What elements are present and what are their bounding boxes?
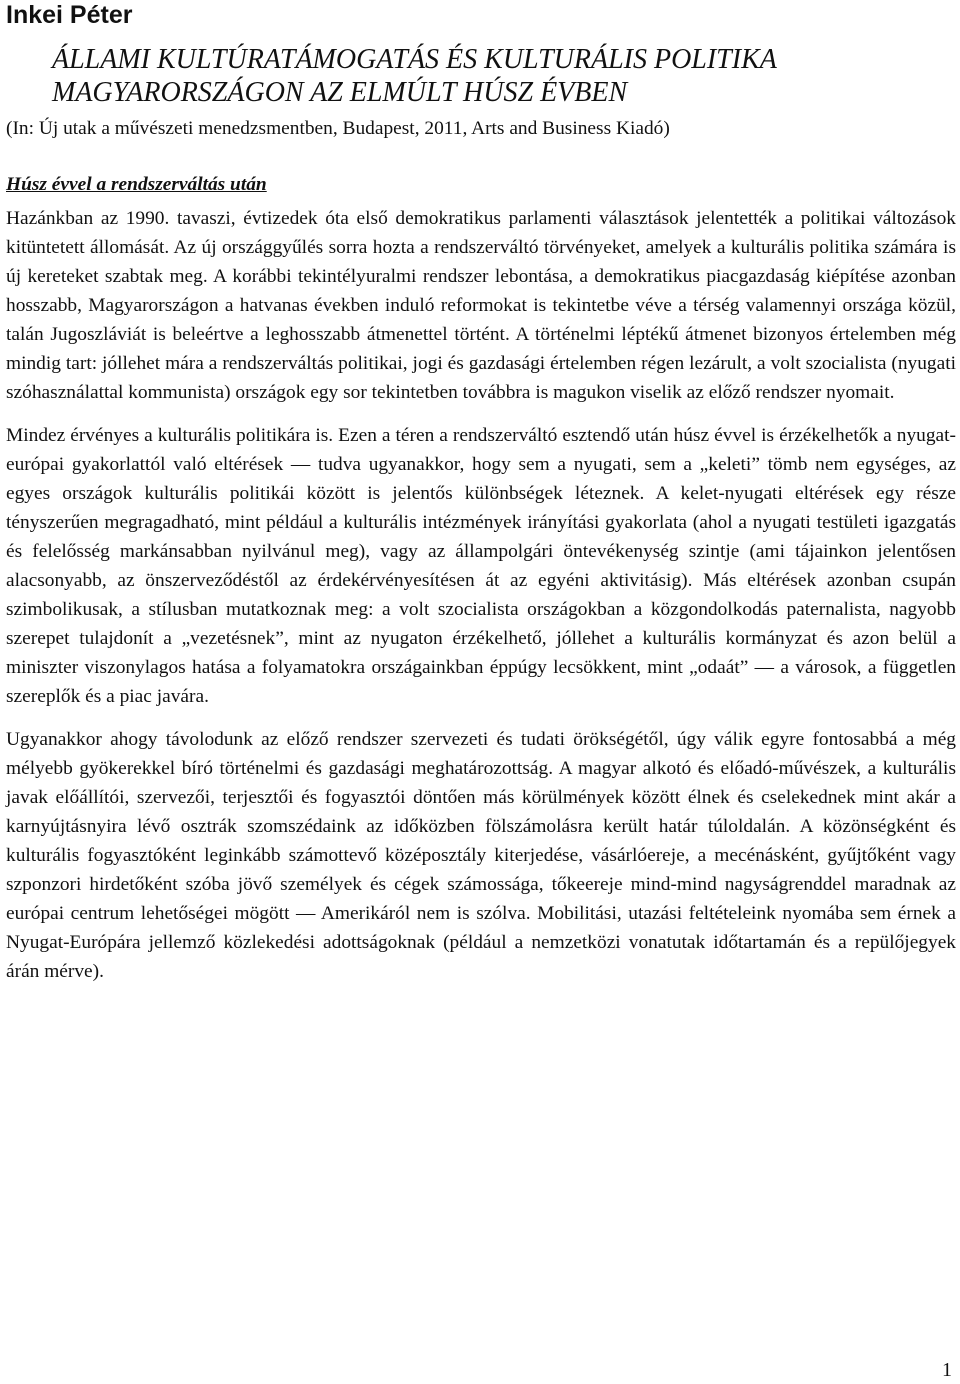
author-name: Inkei Péter <box>6 1 133 29</box>
paragraph-2: Mindez érvényes a kulturális politikára is. Ezen a téren a rendszerváltó esztendő után húsz évvel is érzékelhetők a nyugat-európai gyakorlattól való eltérések — tudva ugyanakkor, hogy sem a nyugati, sem a „keleti” tömb nem egységes, az egyes országok kulturális politikái között is jelentős különbségek léteznek. A kelet-nyugati eltérések egy része tényszerűen megragadható, mint például a kulturális intézmények irányítási gyakorlata (ahol a nyugati testületi igazgatás és felelősség markánsabban nyilvánul meg), vagy az állampolgári öntevékenység szintje (ami tájainkon jelentősen alacsonyabb, az önszerveződéstől az érdekérvényesítésen át az egyéni aktivitásig). Más eltérések azonban csupán szimbolikusak, a stílusban mutatkoznak meg: a volt szocialista országokban a közgondolkodás paternalista, nagyobb szerepet tulajdonít a „vezetésnek”, mint az nyugaton érzékelhető, jóllehet a kulturális kormányzat és azon belül a miniszter viszonylagos hatása a folyamatokra országainkban éppúgy lecsökkent, mint „odaát” — a városok, a független szereplők és a piac javára. <box>6 425 956 707</box>
paragraph-3: Ugyanakkor ahogy távolodunk az előző rendszer szervezeti és tudati örökségétől, úgy válik egyre fontosabbá a még mélyebb gyökerekkel bíró történelmi és gazdasági meghatározottság. A magyar alkotó és előadó-művészek, a kulturális javak előállítói, szervezői, terjesztői és fogyasztói döntően más körülmények között élnek és cselekednek mint akár a karnyújtásnyira lévő osztrák szomszédaink az időközben fölszámolásra került határ túloldalán. A közönségként és kulturális fogyasztóként leginkább számottevő középosztály kiterjedése, vásárlóereje, a mecénásként, gyűjtőként vagy szponzori hirdetőként szóba jövő személyek és cégek számossága, tőkeereje mind-mind nagyságrenddel maradnak az európai centrum lehetőségei mögött — Amerikáról nem is szólva. Mobilitási, utazási feltételeink nyomába sem érnek a Nyugat-Európára jellemző közlekedési adottságoknak (például a nemzetközi vonatutak időtartamán és a repülőjegyek árán mérve). <box>6 729 956 982</box>
document-title <box>52 43 956 109</box>
title-line-1: ÁLLAMI KULTÚRATÁMOGATÁS ÉS KULTURÁLIS POLITIKA <box>52 44 777 75</box>
document-page <box>6 0 956 986</box>
page-number: 1 <box>942 1359 952 1381</box>
section-heading: Húsz évvel a rendszerváltás után <box>6 174 267 195</box>
source-citation: (In: Új utak a művészeti menedzsmentben, Budapest, 2011, Arts and Business Kiadó) <box>6 118 670 139</box>
paragraph-1: Hazánkban az 1990. tavaszi, évtizedek óta első demokratikus parlamenti választások jelentették a politikai változások kitüntetett állomását. Az új országgyűlés sorra hozta a rendszerváltó törvényeket, amelyek a kulturális politika számára is új kereteket szabtak meg. A korábbi tekintélyuralmi rendszer lebontása, a demokratikus piacgazdaság kiépítése azonban hosszabb, Magyarországon a hatvanas években induló reformokat is tekintetbe véve a térség valamennyi országa közül, talán Jugoszláviát is beleértve a leghosszabb átmenettel történt. A történelmi léptékű átmenet bizonyos értelemben még mindig tart: jóllehet mára a rendszerváltás politikai, jogi és gazdasági értelemben régen lezárult, a volt szocialista (nyugati szóhasználattal kommunista) országok egy sor tekintetben továbbra is magukon viselik az előző rendszer nyomait. <box>6 208 956 403</box>
title-line-2: MAGYARORSZÁGON AZ ELMÚLT HÚSZ ÉVBEN <box>52 77 628 108</box>
